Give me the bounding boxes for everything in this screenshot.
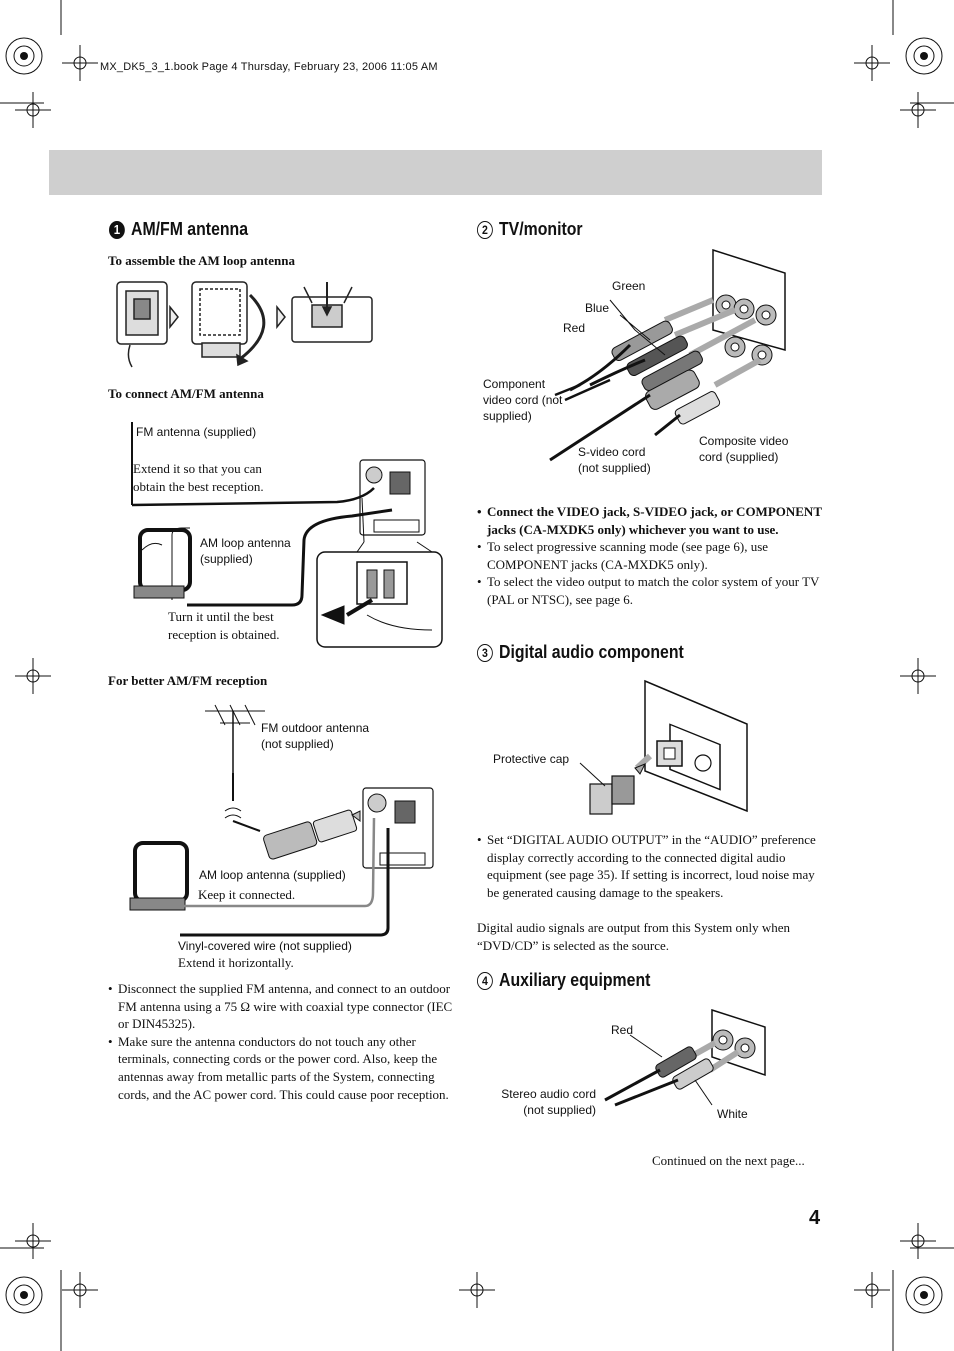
antenna-notes [108, 980, 453, 1103]
outdoor-antenna-label: FM outdoor antenna (not supplied) [261, 721, 370, 751]
protective-cap-label: Protective cap [493, 752, 570, 766]
list-item: • To select the video output to match the color system of your TV (PAL or NTSC), see page 6. [477, 573, 822, 608]
am-loop-label-2: AM loop antenna (supplied) [199, 868, 346, 882]
fm-antenna-label: FM antenna (supplied) [136, 425, 257, 439]
list-item: • Disconnect the supplied FM antenna, and connect to an outdoor FM antenna using a 75 Ω wire with coaxial type connector (IEC or DIN45325). [108, 980, 453, 1033]
crosshair-icon [900, 1223, 936, 1259]
crosshair-icon [854, 1272, 890, 1308]
section-title-aux [477, 970, 650, 991]
digital-connection-diagram [575, 676, 855, 821]
am-loop-label: AM loop antenna (supplied) [200, 536, 291, 566]
crosshair-icon [15, 92, 51, 128]
section-title-text: Digital audio component [499, 642, 684, 662]
fm-antenna-note: Extend it so that you can obtain the best reception. [133, 461, 264, 494]
list-item: • To select progressive scanning mode (see page 6), use COMPONENT jacks (CA-MXDK5 only). [477, 538, 822, 573]
crosshair-icon [15, 658, 51, 694]
section-title-digital [477, 642, 684, 663]
section-title-text: TV/monitor [499, 219, 583, 239]
tv-label-green: Green [612, 279, 646, 293]
crosshair-icon [62, 1272, 98, 1308]
page-number: 4 [809, 1207, 821, 1229]
crosshair-icon [900, 658, 936, 694]
stereo-cord-label: Stereo audio cord (not supplied) [501, 1087, 596, 1117]
section-title-text: Auxiliary equipment [499, 970, 651, 990]
composite-cord-label: Composite video cord (supplied) [699, 434, 789, 464]
connect-heading: To connect AM/FM antenna [108, 386, 264, 401]
tv-notes [477, 503, 822, 609]
digital-note: Digital audio signals are output from this System only when “DVD/CD” is selected as the source. [477, 920, 791, 953]
assemble-heading: To assemble the AM loop antenna [108, 253, 295, 268]
aux-label-red: Red [611, 1023, 634, 1037]
file-header: MX_DK5_3_1.book Page 4 Thursday, February 23, 2006 11:05 AM [100, 61, 438, 73]
section-number-badge: 2 [477, 221, 493, 239]
tv-label-red: Red [563, 321, 586, 335]
crosshair-icon [854, 45, 890, 81]
digital-notes [477, 831, 822, 901]
section-title-text: AM/FM antenna [131, 219, 249, 239]
list-item: • Make sure the antenna conductors do not touch any other terminals, connecting cords or the power cord. Also, keep the antennas away from metallic parts of the System, connecting cords, and the AC power cord. This could cause poor reception. [108, 1033, 453, 1103]
crosshair-icon [900, 92, 936, 128]
component-cord-label: Component video cord (not supplied) [483, 377, 563, 423]
continued-note: Continued on the next page... [652, 1153, 805, 1168]
better-reception-heading: For better AM/FM reception [108, 673, 268, 688]
am-loop-note: Turn it until the best reception is obtained. [168, 609, 280, 642]
list-item-bold: • Connect the VIDEO jack, S-VIDEO jack, or COMPONENT jacks (CA-MXDK5 only) whichever you want to use. [477, 503, 822, 538]
section-title-antenna [109, 219, 248, 240]
section-number-badge: 4 [477, 972, 493, 990]
header-band [49, 150, 822, 195]
section-title-tv [477, 219, 583, 240]
aux-label-white: White [717, 1107, 748, 1121]
vinyl-wire-label: Vinyl-covered wire (not supplied) [178, 939, 352, 953]
vinyl-wire-note: Extend it horizontally. [178, 955, 294, 970]
aux-connection-diagram [600, 1005, 780, 1110]
am-loop-note-2: Keep it connected. [198, 887, 296, 902]
crosshair-icon [15, 1223, 51, 1259]
list-item: • Set “DIGITAL AUDIO OUTPUT” in the “AUDIO” preference display correctly according to the connected digital audio equipment (see page 35). If setting is incorrect, loud noise may be generated causing damage to the speakers. [477, 831, 822, 901]
section-number-badge: 1 [109, 221, 125, 239]
crosshair-icon [459, 1272, 495, 1308]
section-number-badge: 3 [477, 644, 493, 662]
tv-label-blue: Blue [585, 301, 610, 315]
am-loop-assembly-diagram [112, 277, 377, 372]
crosshair-icon [62, 45, 98, 81]
svideo-cord-label: S-video cord (not supplied) [578, 445, 651, 475]
